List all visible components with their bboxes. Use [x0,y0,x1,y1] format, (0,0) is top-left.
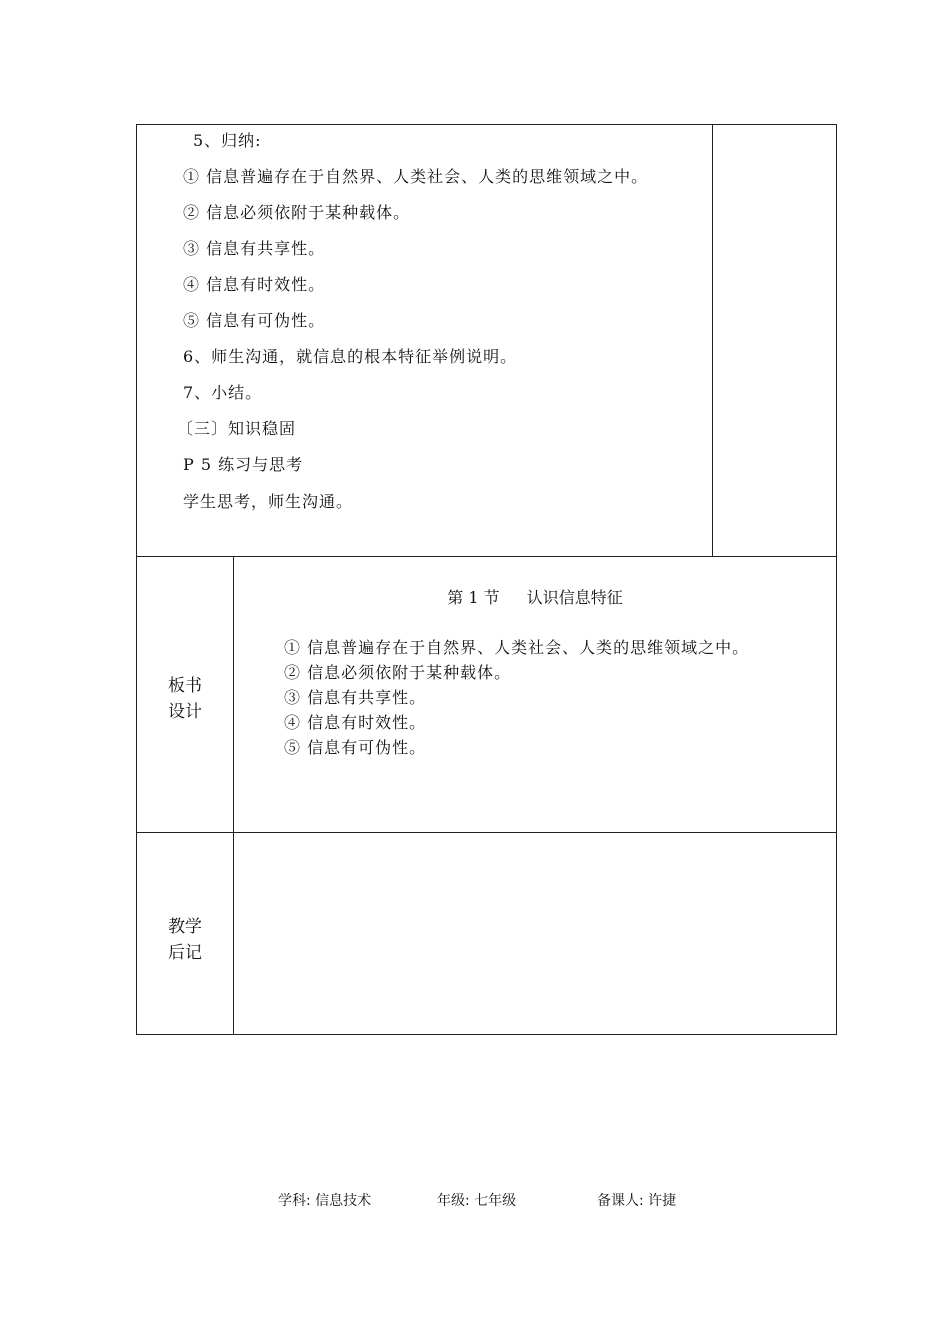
process-line: 5、归纳: [193,131,262,150]
board-line: ③ 信息有共享性。 [284,688,427,707]
board-design-row [137,557,836,833]
teaching-notes-content [234,833,836,1034]
teaching-process-side-cell [713,125,836,556]
teaching-notes-row [137,833,836,1034]
board-line: ⑤ 信息有可伪性。 [284,738,427,757]
board-title [234,585,836,608]
process-line: ③ 信息有共享性。 [183,239,326,258]
board-label-line: 设计 [168,702,202,722]
teaching-process-content [137,125,713,556]
notes-label-line: 后记 [168,943,202,963]
process-line: 〔三〕知识稳固 [177,419,297,438]
process-line: ⑤ 信息有可伪性。 [183,311,326,330]
footer-grade: 年级: 七年级 [437,1193,517,1209]
process-line: ① 信息普遍存在于自然界、人类社会、人类的思维领域之中。 [183,167,649,186]
board-design-content [234,557,836,832]
board-line: ④ 信息有时效性。 [284,713,427,732]
board-line: ① 信息普遍存在于自然界、人类社会、人类的思维领域之中。 [284,638,750,657]
board-title-section: 第 1 节 [447,588,500,607]
process-line: ② 信息必须依附于某种载体。 [183,203,411,222]
footer-subject: 学科: 信息技术 [278,1193,372,1209]
footer-preparer: 备课人: 许捷 [597,1193,677,1209]
teaching-notes-label [137,833,234,1034]
process-line: 7、小结。 [183,383,263,402]
lesson-plan-table [136,124,837,1035]
process-line: ④ 信息有时效性。 [183,275,326,294]
board-title-topic: 认识信息特征 [526,588,623,607]
process-line: P 5 练习与思考 [183,455,304,474]
notes-label-line: 教学 [168,917,202,937]
process-line: 6、师生沟通，就信息的根本特征举例说明。 [183,347,518,366]
board-label-line: 板书 [168,676,202,696]
board-design-label [137,557,234,832]
board-line: ② 信息必须依附于某种载体。 [284,663,512,682]
process-line: 学生思考，师生沟通。 [183,492,354,511]
teaching-process-row [137,125,836,557]
